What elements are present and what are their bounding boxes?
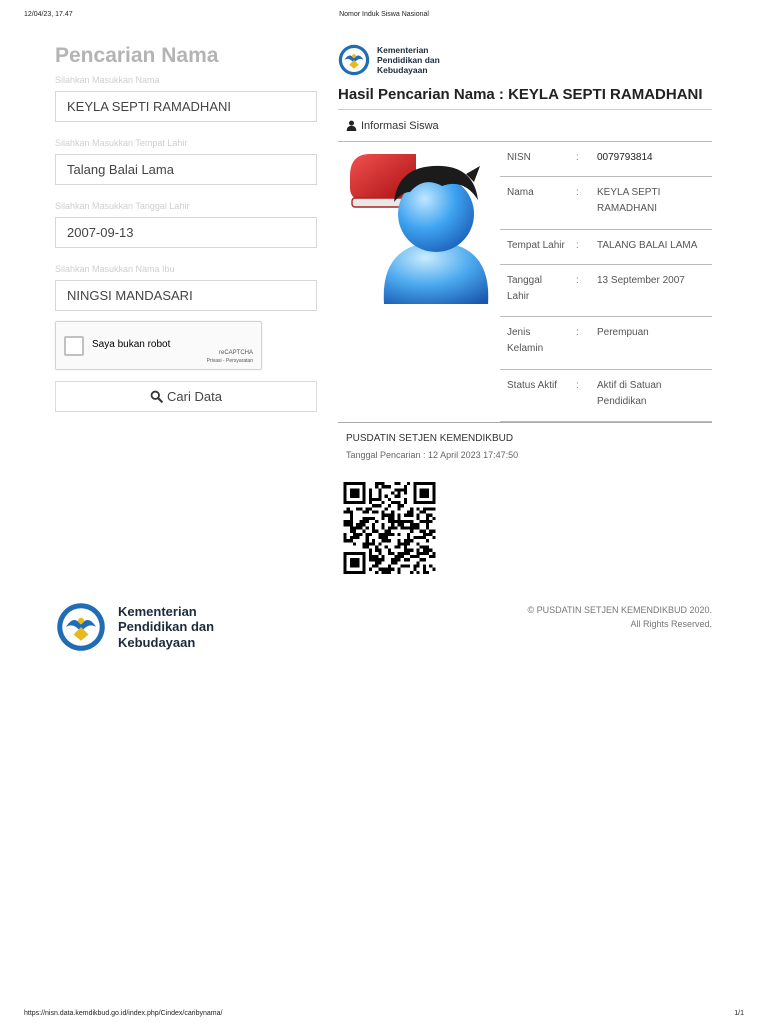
print-url: https://nisn.data.kemdikbud.go.id/index.php/Cindex/caribynama/ — [24, 1010, 223, 1017]
logo-line-2: Pendidikan dan — [377, 54, 440, 65]
ministry-logo-large — [56, 602, 214, 652]
student-info — [338, 142, 712, 422]
mother-name-field-label: Silahkan Masukkan Nama Ibu — [55, 264, 175, 274]
birthplace-field-label: Silahkan Masukkan Tempat Lahir — [55, 138, 188, 148]
tut-wuri-handayani-emblem-icon — [56, 602, 106, 652]
info-key: Status Aktif — [500, 369, 574, 421]
info-key: Nama — [500, 177, 574, 229]
table-row — [500, 177, 712, 229]
info-value: TALANG BALAI LAMA — [590, 229, 712, 264]
tut-wuri-handayani-emblem-icon — [338, 44, 370, 76]
table-row — [500, 317, 712, 369]
table-row — [500, 369, 712, 421]
logo-line-3: Kebudayaan — [377, 65, 428, 75]
info-key: Tanggal Lahir — [500, 264, 574, 316]
rights-line: All Rights Reserved. — [630, 619, 712, 629]
info-key: Jenis Kelamin — [500, 317, 574, 369]
recaptcha-checkbox[interactable] — [64, 336, 84, 356]
info-value: 13 September 2007 — [590, 264, 712, 316]
copyright-line: © PUSDATIN SETJEN KEMENDIKBUD 2020. — [527, 605, 712, 615]
ministry-logo-small — [338, 44, 712, 76]
info-key: Tempat Lahir — [500, 229, 574, 264]
info-value: Perempuan — [590, 317, 712, 369]
organization-label: PUSDATIN SETJEN KEMENDIKBUD — [346, 433, 514, 444]
info-sep: : — [574, 317, 590, 369]
info-key: NISN — [500, 142, 574, 177]
info-sep: : — [574, 264, 590, 316]
section-header — [338, 110, 712, 142]
copyright — [527, 603, 712, 631]
birthplace-input[interactable]: Talang Balai Lama — [55, 154, 317, 185]
info-value: Aktif di Satuan Pendidikan — [590, 369, 712, 421]
print-datetime: 12/04/23, 17.47 — [24, 11, 73, 18]
search-button[interactable] — [55, 381, 317, 412]
search-date: Tanggal Pencarian : 12 April 2023 17:47:50 — [346, 450, 519, 460]
student-avatar-icon — [346, 148, 498, 308]
logo-line-3: Kebudayaan — [118, 634, 196, 650]
info-sep: : — [574, 369, 590, 421]
print-header — [24, 11, 744, 21]
search-icon — [150, 390, 163, 403]
search-form — [55, 40, 317, 412]
result-title: Hasil Pencarian Nama : KEYLA SEPTI RAMADHANI — [338, 86, 712, 110]
avatar-cell — [338, 142, 500, 422]
logo-line-2: Pendidikan dan — [118, 619, 215, 635]
info-value: KEYLA SEPTI RAMADHANI — [590, 177, 712, 229]
recaptcha-links[interactable]: Privasi - Persyaratan — [206, 358, 253, 364]
table-row — [500, 229, 712, 264]
search-heading: Pencarian Nama — [55, 44, 219, 67]
name-field-label: Silahkan Masukkan Nama — [55, 75, 160, 85]
result-divider — [338, 422, 712, 423]
info-sep: : — [574, 229, 590, 264]
table-row — [500, 142, 712, 177]
table-row — [500, 264, 712, 316]
info-sep: : — [574, 142, 590, 177]
student-info-table — [500, 142, 712, 422]
recaptcha-label: Saya bukan robot — [92, 339, 171, 350]
qr-code — [341, 482, 438, 574]
section-label: Informasi Siswa — [361, 119, 439, 132]
print-page-number: 1/1 — [734, 1010, 744, 1017]
result-panel — [338, 44, 712, 579]
mother-name-input[interactable]: NINGSI MANDASARI — [55, 280, 317, 311]
birthdate-field-label: Silahkan Masukkan Tanggal Lahir — [55, 201, 190, 211]
info-sep: : — [574, 177, 590, 229]
print-page-title: Nomor Induk Siswa Nasional — [339, 11, 429, 18]
birthdate-input[interactable]: 2007-09-13 — [55, 217, 317, 248]
recaptcha-widget — [55, 321, 262, 370]
logo-line-1: Kementerian — [377, 44, 429, 55]
info-value: 0079793814 — [590, 142, 712, 177]
recaptcha-brand: reCAPTCHA — [218, 350, 253, 356]
name-input[interactable]: KEYLA SEPTI RAMADHANI — [55, 91, 317, 122]
logo-line-1: Kementerian — [118, 604, 197, 619]
search-button-label: Cari Data — [167, 389, 222, 404]
user-icon — [346, 120, 357, 131]
